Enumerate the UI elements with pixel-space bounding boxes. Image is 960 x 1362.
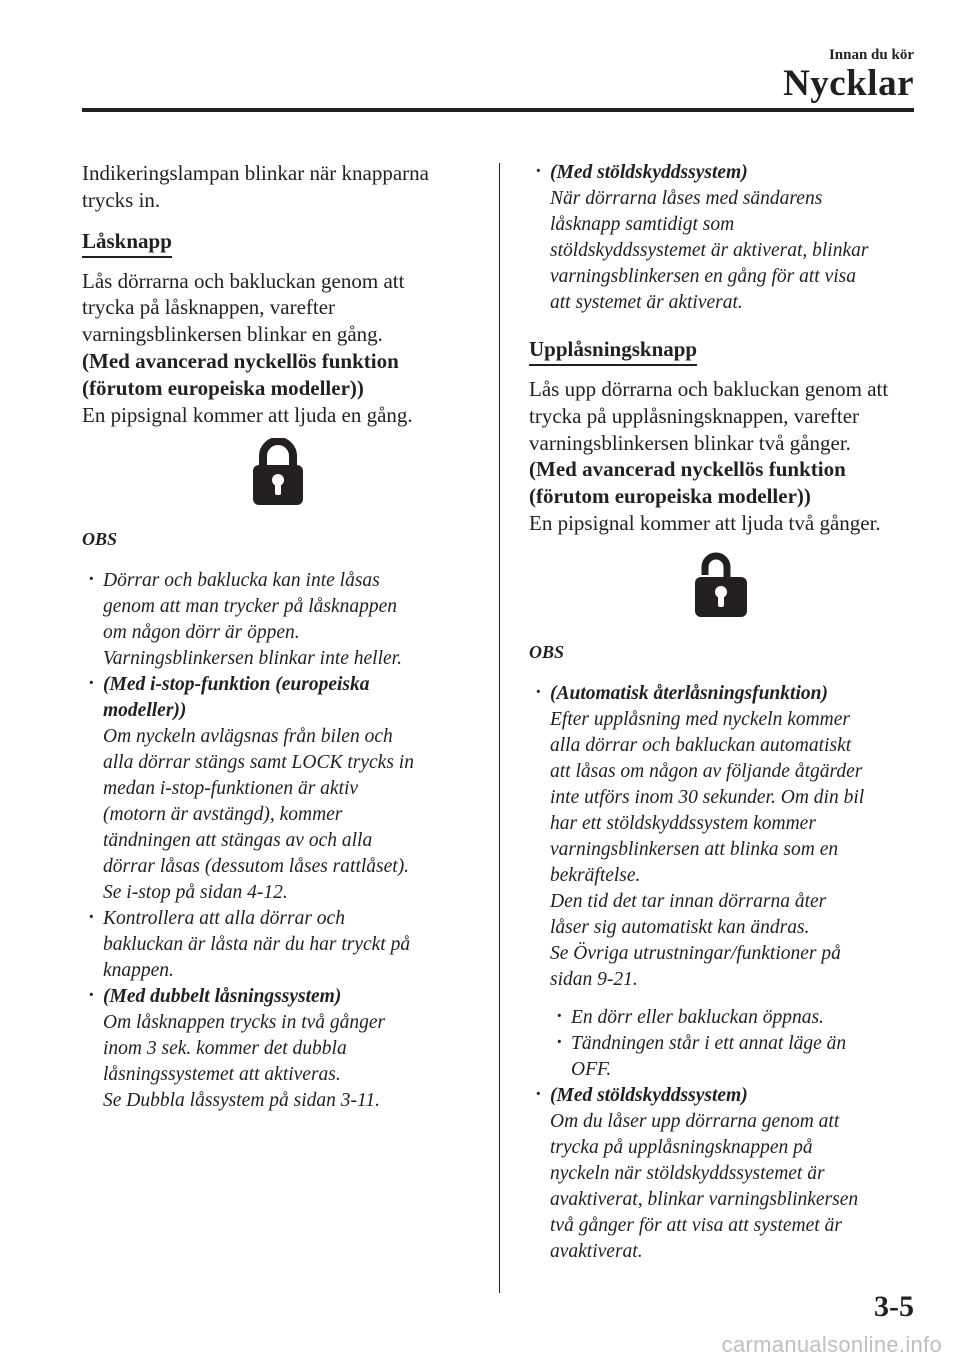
page-title: Nycklar: [783, 63, 914, 104]
sub-list-item: · En dörr eller bakluckan öppnas.: [550, 1005, 929, 1031]
column-divider: [499, 163, 500, 1293]
lock-button-text: Lås dörrarna och bakluckan genom att trycka på låsknappen, varefter varningsblinkersen blinkar en gång. (Med avancerad nyckellös funktion (förutom europeiska modeller)) En pipsignal kommer att ljuda en gång.: [82, 268, 413, 427]
intro-text: Indikeringslampan blinkar när knapparna trycks in.: [82, 161, 429, 212]
unlocked-padlock-icon: [692, 547, 929, 624]
list-item: · Dörrar och baklucka kan inte låsas genom att man trycker på låsknappen om någon dörr är öppen. Varningsblinkersen blinkar inte heller.: [82, 568, 482, 672]
unlock-button-heading: Upplåsningsknapp: [529, 336, 697, 366]
list-item: · (Med stöldskyddssystem) Om du låser upp dörrarna genom att trycka på upplåsningsknappen på nyckeln när stöldskyddssystemet är avaktiverat, blinkar varningsblinkersen två gånger för att visa att systemet är avaktiverat.: [529, 1083, 929, 1265]
lock-button-heading: Låsknapp: [82, 228, 172, 258]
right-column: [529, 160, 929, 1265]
right-top-notes: [529, 160, 929, 316]
right-notes-list: [529, 681, 929, 1265]
left-column: [82, 160, 482, 1114]
sub-list-item: · Tändningen står i ett annat läge än OFF.: [550, 1031, 929, 1083]
obs-label: OBS: [82, 529, 118, 550]
watermark: carmanualsonline.info: [721, 1332, 942, 1357]
header-section-label: Innan du kör: [828, 47, 914, 63]
list-item: · (Med i-stop-funktion (europeiska modeller)) Om nyckeln avlägsnas från bilen och alla dörrar stängs samt LOCK trycks in medan i-stop-funktionen är aktiv (motorn är avstängd), kommer tändningen att stängas av och alla dörrar låsas (dessutom låses rattlåset). Se i-stop på sidan 4-12.: [82, 672, 482, 906]
list-item: · Kontrollera att alla dörrar och bakluckan är låsta när du har tryckt på knappen.: [82, 906, 482, 984]
list-item: · (Automatisk återlåsningsfunktion) Efter upplåsning med nyckeln kommer alla dörrar och bakluckan automatiskt att låsas om någon av följande åtgärder inte utförs inom 30 sekunder. Om din bil har ett stöldskyddssystem kommer varningsblinkersen att blinka som en bekräftelse. Den tid det tar innan dörrarna åter låser sig automatiskt kan ändras. Se Övriga utrustningar/funktioner på sidan 9-21. · En dörr eller bakluckan öppnas. · Tändningen står i ett annat läge än OFF.: [529, 681, 929, 1083]
header-rule: [82, 108, 914, 112]
left-notes-list: [82, 568, 482, 1114]
list-item: · (Med stöldskyddssystem) När dörrarna låses med sändarens låsknapp samtidigt som stöldskyddssystemet är aktiverat, blinkar varningsblinkersen en gång för att visa att systemet är aktiverat.: [529, 160, 929, 316]
unlock-button-text: Lås upp dörrarna och bakluckan genom att trycka på upplåsningsknappen, varefter varningsblinkersen blinkar två gånger. (Med avancerad nyckellös funktion (förutom europeiska modeller)) En pipsignal kommer att ljuda två gånger.: [529, 377, 889, 535]
sub-list: [550, 1005, 929, 1083]
list-item: · (Med dubbelt låsningssystem) Om låsknappen trycks in två gånger inom 3 sek. kommer det dubbla låsningssystemet att aktiveras. Se Dubbla låssystem på sidan 3-11.: [82, 984, 482, 1114]
locked-padlock-icon: [251, 438, 482, 511]
obs-label: OBS: [529, 641, 565, 662]
page-number: 3-5: [874, 1290, 914, 1323]
